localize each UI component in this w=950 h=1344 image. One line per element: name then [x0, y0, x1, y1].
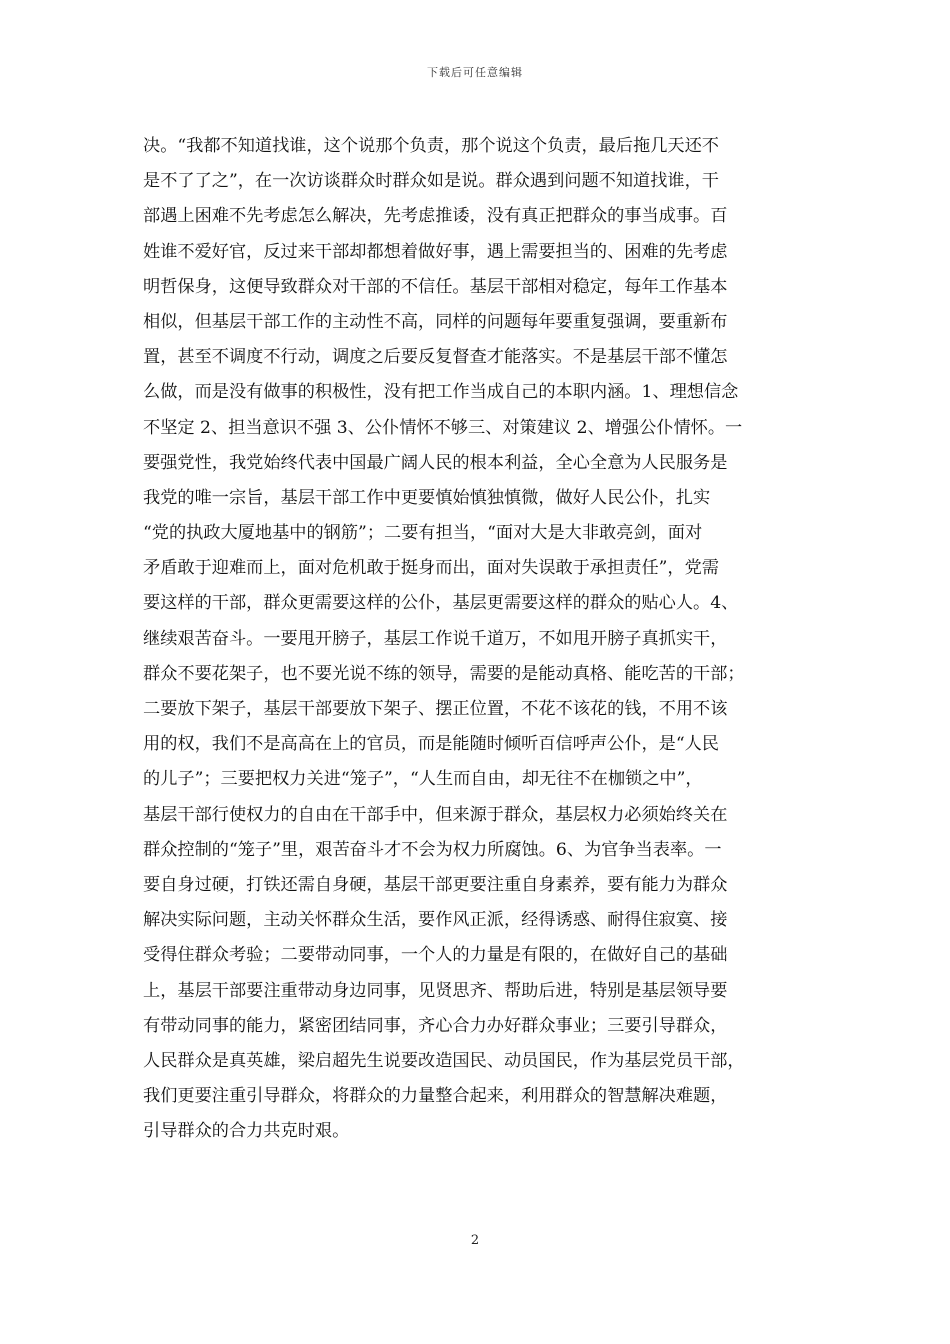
page-header: 下载后可任意编辑: [427, 66, 523, 79]
text-line: 要强党性，我党始终代表中国最广阔人民的根本利益，全心全意为人民服务是: [143, 452, 728, 473]
body-text: [143, 129, 807, 1149]
text-line: 明哲保身，这便导致群众对干部的不信任。基层干部相对稳定，每年工作基本: [143, 276, 728, 297]
text-line: 群众不要花架子，也不要光说不练的领导，需要的是能动真格、能吃苦的干部；: [143, 663, 745, 684]
text-line: 二要放下架子，基层干部要放下架子、摆正位置，不花不该花的钱，不用不该: [143, 699, 728, 719]
text-line: 不坚定 2、担当意识不强 3、公仆情怀不够三、对策建议 2、增强公仆情怀。一: [143, 417, 743, 438]
text-line: 的儿子”；三要把权力关进“笼子”，“人生而自由，却无往不在枷锁之中”，: [143, 769, 703, 790]
text-line: 相似，但基层干部工作的主动性不高，同样的问题每年要重复强调，要重新布: [143, 311, 728, 332]
text-line: 解决实际问题，主动关怀群众生活，要作风正派，经得诱惑、耐得住寂寞、接: [143, 910, 728, 931]
text-line: 上，基层干部要注重带动身边同事，见贤思齐、帮助后进，特别是基层领导要: [143, 980, 728, 1001]
text-line: “党的执政大厦地基中的钢筋”；二要有担当，“面对大是大非敢亮剑，面对: [143, 523, 703, 544]
text-line: 群众控制的“笼子”里，艰苦奋斗才不会为权力所腐蚀。6、为官争当表率。一: [143, 839, 722, 860]
text-line: 么做，而是没有做事的积极性，没有把工作当成自己的本职内涵。1、理想信念: [143, 382, 739, 403]
text-line: 置，甚至不调度不行动，调度之后要反复督查才能落实。不是基层干部不懂怎: [143, 347, 728, 368]
text-line: 用的权，我们不是高高在上的官员，而是能随时倾听百信呼声公仆，是“人民: [143, 734, 719, 755]
text-line: 继续艰苦奋斗。一要甩开膀子，基层工作说千道万，不如甩开膀子真抓实干，: [143, 628, 728, 649]
text-line: 人民群众是真英雄，梁启超先生说要改造国民、动员国民，作为基层党员干部，: [143, 1050, 745, 1071]
text-line: 基层干部行使权力的自由在干部手中，但来源于群众，基层权力必须始终关在: [143, 804, 728, 825]
text-line: 我们更要注重引导群众，将群众的力量整合起来，利用群众的智慧解决难题，: [143, 1086, 728, 1107]
text-line: 受得住群众考验；二要带动同事，一个人的力量是有限的，在做好自己的基础: [143, 945, 728, 966]
text-line: 要这样的干部，群众更需要这样的公仆，基层更需要这样的群众的贴心人。4、: [143, 593, 739, 614]
text-line: 是不了了之”，在一次访谈群众时群众如是说。群众遇到问题不知道找谁，干: [143, 171, 719, 192]
text-line: 决。“我都不知道找谁，这个说那个负责，那个说这个负责，最后拖几天还不: [143, 136, 719, 156]
text-line: 有带动同事的能力，紧密团结同事，齐心合力办好群众事业；三要引导群众，: [143, 1015, 728, 1036]
text-line: 要自身过硬，打铁还需自身硬，基层干部更要注重自身素养，要有能力为群众: [143, 874, 728, 895]
page-number: 2: [470, 1233, 480, 1248]
text-line: 姓谁不爱好官，反过来干部却都想着做好事，遇上需要担当的、困难的先考虑: [143, 241, 728, 262]
text-line: 矛盾敢于迎难而上，面对危机敢于挺身而出，面对失误敢于承担责任”，党需: [143, 558, 719, 579]
text-line: 引导群众的合力共克时艰。: [143, 1121, 350, 1142]
text-line: 部遇上困难不先考虑怎么解决，先考虑推诿，没有真正把群众的事当成事。百: [143, 206, 728, 227]
text-line: 我党的唯一宗旨，基层干部工作中更要慎始慎独慎微，做好人民公仆，扎实: [143, 487, 711, 508]
